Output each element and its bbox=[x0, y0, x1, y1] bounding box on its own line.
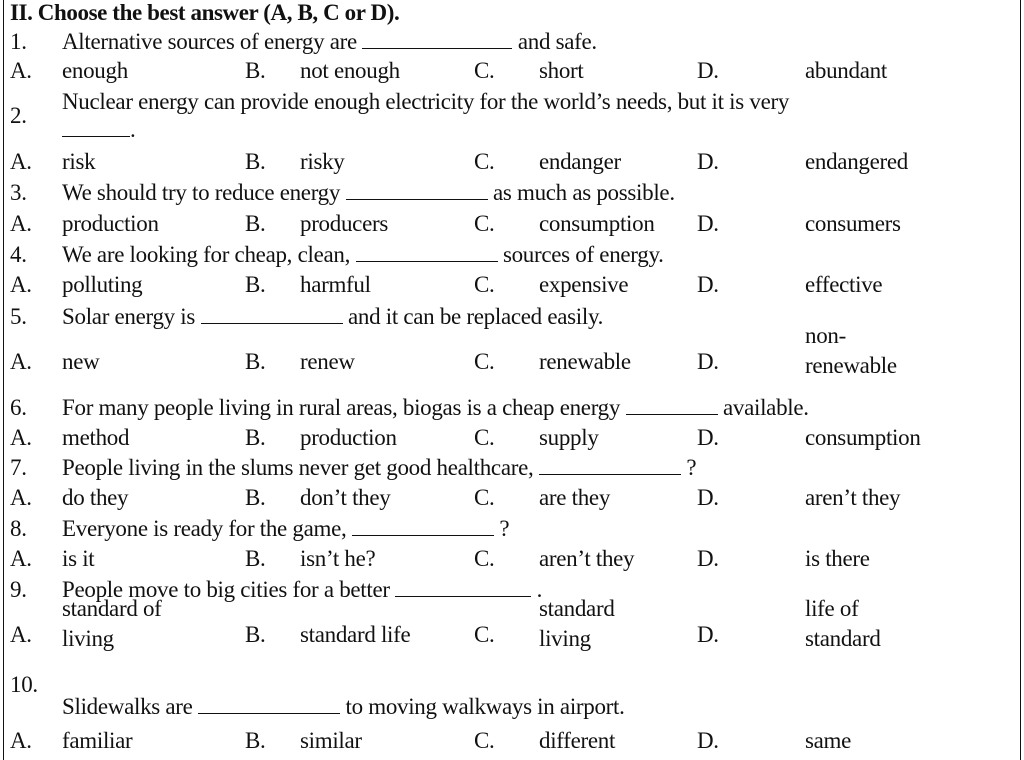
option-d-letter[interactable]: D. bbox=[697, 149, 719, 174]
option-d-letter[interactable]: D. bbox=[697, 485, 719, 510]
question-text-after: and it can be replaced easily. bbox=[347, 304, 604, 329]
option-b-text[interactable]: standard life bbox=[300, 622, 411, 647]
option-c-letter[interactable]: C. bbox=[474, 546, 495, 571]
option-d-text[interactable]: consumers bbox=[805, 211, 901, 236]
option-b-letter[interactable]: B. bbox=[245, 211, 266, 236]
question-text-after: . bbox=[130, 117, 136, 142]
option-b-letter[interactable]: B. bbox=[245, 272, 266, 297]
option-c-text[interactable]: supply bbox=[539, 425, 599, 450]
option-c-text[interactable]: endanger bbox=[539, 149, 621, 174]
option-b-letter[interactable]: B. bbox=[245, 622, 266, 647]
option-d-letter[interactable]: D. bbox=[697, 425, 719, 450]
option-a-text[interactable]: new bbox=[62, 349, 100, 374]
question-text-before: People move to big cities for a better bbox=[62, 577, 390, 602]
question-blank-line bbox=[62, 117, 135, 143]
option-c-text[interactable]: short bbox=[539, 58, 584, 83]
option-d-letter[interactable]: D. bbox=[697, 546, 719, 571]
option-a-text[interactable]: risk bbox=[62, 149, 96, 174]
question-text bbox=[62, 516, 509, 542]
answer-blank[interactable] bbox=[198, 695, 340, 714]
option-b-letter[interactable]: B. bbox=[245, 546, 266, 571]
section-heading: II. Choose the best answer (A, B, C or D). bbox=[10, 0, 400, 25]
option-d-text[interactable]: abundant bbox=[805, 58, 887, 83]
option-a-letter[interactable]: A. bbox=[10, 149, 32, 174]
option-c-letter[interactable]: C. bbox=[474, 622, 495, 647]
question-text-after: available. bbox=[722, 395, 809, 420]
option-c-text[interactable]: consumption bbox=[539, 211, 655, 236]
question-number: 6. bbox=[10, 395, 27, 420]
option-b-text[interactable]: isn’t he? bbox=[300, 546, 376, 571]
option-a-letter[interactable]: A. bbox=[10, 622, 32, 647]
question-text-before: Slidewalks are bbox=[62, 694, 193, 719]
option-c-text[interactable]: expensive bbox=[539, 272, 629, 297]
option-d-letter[interactable]: D. bbox=[697, 272, 719, 297]
option-d-letter[interactable]: D. bbox=[697, 349, 719, 374]
option-a-text[interactable]: enough bbox=[62, 58, 128, 83]
option-d-text[interactable]: endangered bbox=[805, 149, 908, 174]
answer-blank[interactable] bbox=[62, 118, 130, 137]
option-b-text[interactable]: harmful bbox=[300, 272, 371, 297]
question-text-after: sources of energy. bbox=[502, 242, 664, 267]
question-number: 2. bbox=[10, 103, 27, 128]
answer-blank[interactable] bbox=[356, 243, 498, 262]
question-number: 4. bbox=[10, 242, 27, 267]
option-b-letter[interactable]: B. bbox=[245, 58, 266, 83]
option-b-text[interactable]: production bbox=[300, 425, 397, 450]
question-text-before: For many people living in rural areas, biogas is a cheap energy bbox=[62, 395, 621, 420]
question-text bbox=[62, 694, 625, 720]
answer-blank[interactable] bbox=[352, 517, 494, 536]
option-b-text[interactable]: renew bbox=[300, 349, 355, 374]
option-c-letter[interactable]: C. bbox=[474, 272, 495, 297]
question-text-after: ? bbox=[499, 516, 510, 541]
question-number: 7. bbox=[10, 455, 27, 480]
option-c-letter[interactable]: C. bbox=[474, 349, 495, 374]
question-text-after: . bbox=[536, 577, 543, 602]
question-text-before: Solar energy is bbox=[62, 304, 196, 329]
answer-blank[interactable] bbox=[201, 305, 343, 324]
option-d-text[interactable]: effective bbox=[805, 272, 883, 297]
question-text-after: and safe. bbox=[517, 29, 597, 54]
option-a-text[interactable]: is it bbox=[62, 546, 95, 571]
option-a-letter[interactable]: A. bbox=[10, 58, 32, 83]
option-b-letter[interactable]: B. bbox=[245, 349, 266, 374]
option-a-letter[interactable]: A. bbox=[10, 425, 32, 450]
option-d-text[interactable]: aren’t they bbox=[805, 485, 901, 510]
option-a-letter[interactable]: A. bbox=[10, 272, 32, 297]
option-a-text[interactable]: polluting bbox=[62, 272, 143, 297]
question-number: 3. bbox=[10, 180, 27, 205]
option-c-text[interactable]: renewable bbox=[539, 349, 631, 374]
option-d-text[interactable]: non-renewable bbox=[805, 323, 897, 378]
option-c-text[interactable]: different bbox=[539, 728, 616, 753]
option-a-text[interactable]: do they bbox=[62, 485, 129, 510]
option-b-text[interactable]: not enough bbox=[300, 58, 400, 83]
question-text-before: Everyone is ready for the game, bbox=[62, 516, 347, 541]
question-text bbox=[62, 242, 664, 268]
option-c-text[interactable]: are they bbox=[539, 485, 611, 510]
question-text: Nuclear energy can provide enough electricity for the world’s needs, but it is very bbox=[62, 89, 790, 114]
option-a-letter[interactable]: A. bbox=[10, 211, 32, 236]
question-text bbox=[62, 395, 809, 421]
question-text-after: to moving walkways in airport. bbox=[345, 694, 625, 719]
answer-blank[interactable] bbox=[395, 578, 531, 597]
option-a-text[interactable]: standard of living bbox=[62, 596, 162, 651]
option-a-letter[interactable]: A. bbox=[10, 485, 32, 510]
option-c-letter[interactable]: C. bbox=[474, 485, 495, 510]
question-text-before: Alternative sources of energy are bbox=[62, 29, 357, 54]
option-a-text[interactable]: method bbox=[62, 425, 130, 450]
option-a-text[interactable]: production bbox=[62, 211, 159, 236]
option-b-letter[interactable]: B. bbox=[245, 485, 266, 510]
question-number: 5. bbox=[10, 304, 27, 329]
option-d-letter[interactable]: D. bbox=[697, 622, 719, 647]
question-text-before: We should try to reduce energy bbox=[62, 180, 341, 205]
answer-blank[interactable] bbox=[539, 456, 681, 475]
option-b-text[interactable]: don’t they bbox=[300, 485, 391, 510]
option-c-letter[interactable]: C. bbox=[474, 58, 495, 83]
option-d-text[interactable]: life of standard bbox=[805, 596, 881, 651]
option-c-letter[interactable]: C. bbox=[474, 728, 495, 753]
option-d-letter[interactable]: D. bbox=[697, 728, 719, 753]
option-b-letter[interactable]: B. bbox=[245, 149, 266, 174]
option-b-letter[interactable]: B. bbox=[245, 425, 266, 450]
option-a-text[interactable]: familiar bbox=[62, 728, 133, 753]
question-number: 10. bbox=[10, 672, 38, 697]
question-number: 9. bbox=[10, 577, 27, 602]
answer-blank[interactable] bbox=[362, 30, 512, 49]
question-text bbox=[62, 29, 597, 55]
question-text bbox=[62, 304, 603, 330]
option-c-text[interactable]: standard living bbox=[539, 596, 615, 651]
option-b-text[interactable]: risky bbox=[300, 149, 345, 174]
option-d-text[interactable]: consumption bbox=[805, 425, 921, 450]
option-c-text[interactable]: aren’t they bbox=[539, 546, 635, 571]
question-number: 1. bbox=[10, 29, 27, 54]
question-text-before: We are looking for cheap, clean, bbox=[62, 242, 351, 267]
question-text-after: as much as possible. bbox=[492, 180, 675, 205]
option-a-letter[interactable]: A. bbox=[10, 546, 32, 571]
option-a-letter[interactable]: A. bbox=[10, 728, 32, 753]
option-c-letter[interactable]: C. bbox=[474, 149, 495, 174]
question-text bbox=[62, 455, 696, 481]
option-d-letter[interactable]: D. bbox=[697, 58, 719, 83]
question-number: 8. bbox=[10, 516, 27, 541]
question-text-before: People living in the slums never get good healthcare, bbox=[62, 455, 534, 480]
option-a-letter[interactable]: A. bbox=[10, 349, 32, 374]
answer-blank[interactable] bbox=[626, 396, 718, 415]
question-text-after: ? bbox=[686, 455, 697, 480]
option-b-letter[interactable]: B. bbox=[245, 728, 266, 753]
answer-blank[interactable] bbox=[346, 181, 488, 200]
option-d-letter[interactable]: D. bbox=[697, 211, 719, 236]
option-b-text[interactable]: similar bbox=[300, 728, 362, 753]
option-c-letter[interactable]: C. bbox=[474, 425, 495, 450]
question-text bbox=[62, 180, 675, 206]
option-c-letter[interactable]: C. bbox=[474, 211, 495, 236]
option-d-text[interactable]: same bbox=[805, 728, 852, 753]
option-b-text[interactable]: producers bbox=[300, 211, 388, 236]
option-d-text[interactable]: is there bbox=[805, 546, 870, 571]
